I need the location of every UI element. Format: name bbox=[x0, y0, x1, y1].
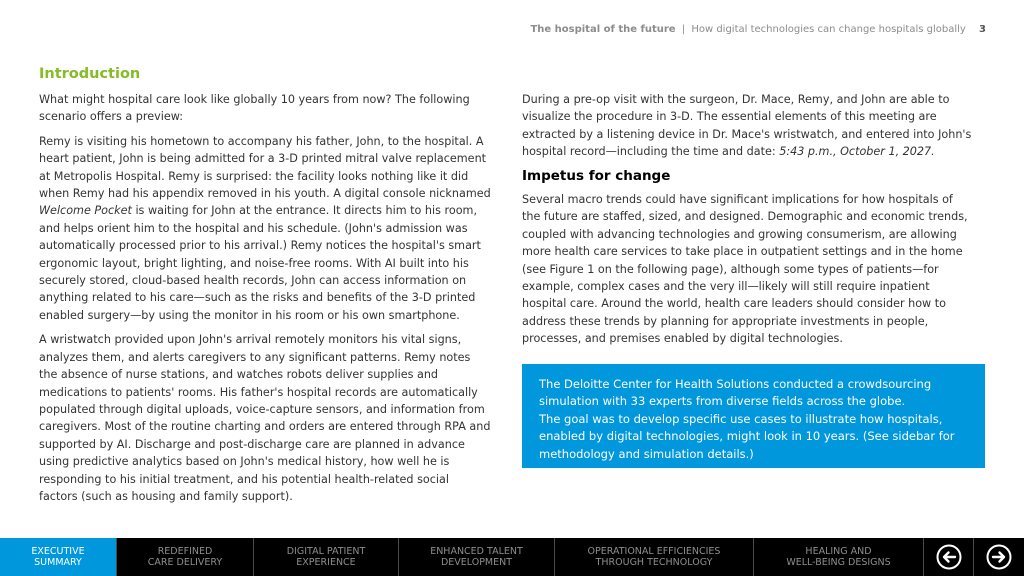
bottom-navigation-bar bbox=[0, 538, 1024, 576]
intro-paragraph-2-text-a: Remy is visiting his hometown to accompany his father, John, to the hospital. A heart patient, John is being admitted for a 3-D printed mitral valve replacement at Metropolis Hospital. Remy is surprised: the facility looks nothing like it did when Remy had his appendix removed in his youth. A digital console nicknamed bbox=[39, 134, 491, 201]
intro-paragraph-4 bbox=[522, 91, 974, 161]
previous-page-button[interactable] bbox=[924, 538, 974, 576]
header-separator: | bbox=[681, 24, 686, 35]
meeting-timestamp: 5:43 p.m., October 1, 2027. bbox=[779, 145, 935, 159]
document-subtitle: How digital technologies can change hospitals globally bbox=[691, 24, 966, 35]
tab-digital-patient-experience[interactable]: DIGITAL PATIENT EXPERIENCE bbox=[254, 538, 399, 576]
left-column bbox=[39, 91, 491, 512]
tab-executive-summary[interactable]: EXECUTIVE SUMMARY bbox=[0, 538, 117, 576]
impetus-paragraph: Several macro trends could have significant implications for how hospitals of the future are staffed, sized, and designed. Demographic and economic trends, coupled with advancing technologies and growing consumerism, are allowing more health care services to take place in outpatient settings and in the home (see Figure 1 on the following page), although some types of patients—for example, complex cases and the very ill—likely will still require inpatient hospital care. Around the world, health care leaders should consider how to address these trends by planning for appropriate investments in people, processes, and premises enabled by digital technologies. bbox=[522, 193, 968, 346]
tab-enhanced-talent-development[interactable]: ENHANCED TALENT DEVELOPMENT bbox=[399, 538, 555, 576]
welcome-pocket-term: Welcome Pocket bbox=[39, 204, 132, 218]
intro-paragraph-3: A wristwatch provided upon John's arrival remotely monitors his vital signs, analyzes them, and alerts caregivers to any significant patterns. Remy notes the absence of nurse stations, and watches robots deliver supplies and medications to patients' rooms. His father's hospital records are automatically populated through digital uploads, voice-capture sensors, and information from caregivers. Most of the routine charting and orders are entered through RPA and supported by AI. Discharge and post-discharge care are planned in advance using predictive analytics based on John's medical history, how well he is responding to his initial treatment, and his potential health-related social factors (such as housing and family support). bbox=[39, 333, 491, 503]
document-title: The hospital of the future bbox=[530, 24, 676, 35]
tab-redefined-care-delivery[interactable]: REDEFINED CARE DELIVERY bbox=[117, 538, 254, 576]
intro-paragraph-2 bbox=[39, 133, 491, 324]
intro-paragraph-1: What might hospital care look like globally 10 years from now? The following scenario offers a preview: bbox=[39, 93, 470, 124]
right-column bbox=[522, 91, 974, 355]
introduction-heading: Introduction bbox=[39, 66, 141, 82]
tab-operational-efficiencies[interactable]: OPERATIONAL EFFICIENCIES THROUGH TECHNOLOGY bbox=[555, 538, 754, 576]
arrow-left-circle-icon bbox=[936, 544, 962, 570]
intro-paragraph-2-text-b: is waiting for John at the entrance. It directs him to his room, and helps orient him to the hospital and his schedule. (John's admission was automatically processed prior to his arrival.) Remy notices the hospital's smart ergonomic layout, bright lighting, and noise-free rooms. With AI built into his securely stored, cloud-based health records, John can access information on anything related to his care—such as the risks and benefits of the 3-D printed enabled surgery—by using the monitor in his room or his own smartphone. bbox=[39, 204, 481, 322]
callout-line-1: The Deloitte Center for Health Solutions conducted a crowdsourcing simulation with 33 experts from diverse fields across the globe. bbox=[539, 377, 932, 409]
next-page-button[interactable] bbox=[974, 538, 1024, 576]
impetus-heading: Impetus for change bbox=[522, 167, 671, 184]
intro-paragraph-4-text: During a pre-op visit with the surgeon, Dr. Mace, Remy, and John are able to visualize the procedure in 3-D. The essential elements of this meeting are extracted by a listening device in Dr. Mace's wristwatch, and entered into John's hospital record—including the time and date: bbox=[522, 93, 972, 159]
arrow-right-circle-icon bbox=[986, 544, 1012, 570]
page-header bbox=[530, 24, 986, 35]
callout-line-2: The goal was to develop specific use cases to illustrate how hospitals, enabled by digital technologies, might look in 10 years. (See sidebar for methodology and simulation details.) bbox=[539, 411, 955, 461]
callout-box bbox=[522, 364, 985, 468]
tab-healing-well-being-designs[interactable]: HEALING AND WELL-BEING DESIGNS bbox=[754, 538, 924, 576]
page-number: 3 bbox=[979, 24, 986, 35]
